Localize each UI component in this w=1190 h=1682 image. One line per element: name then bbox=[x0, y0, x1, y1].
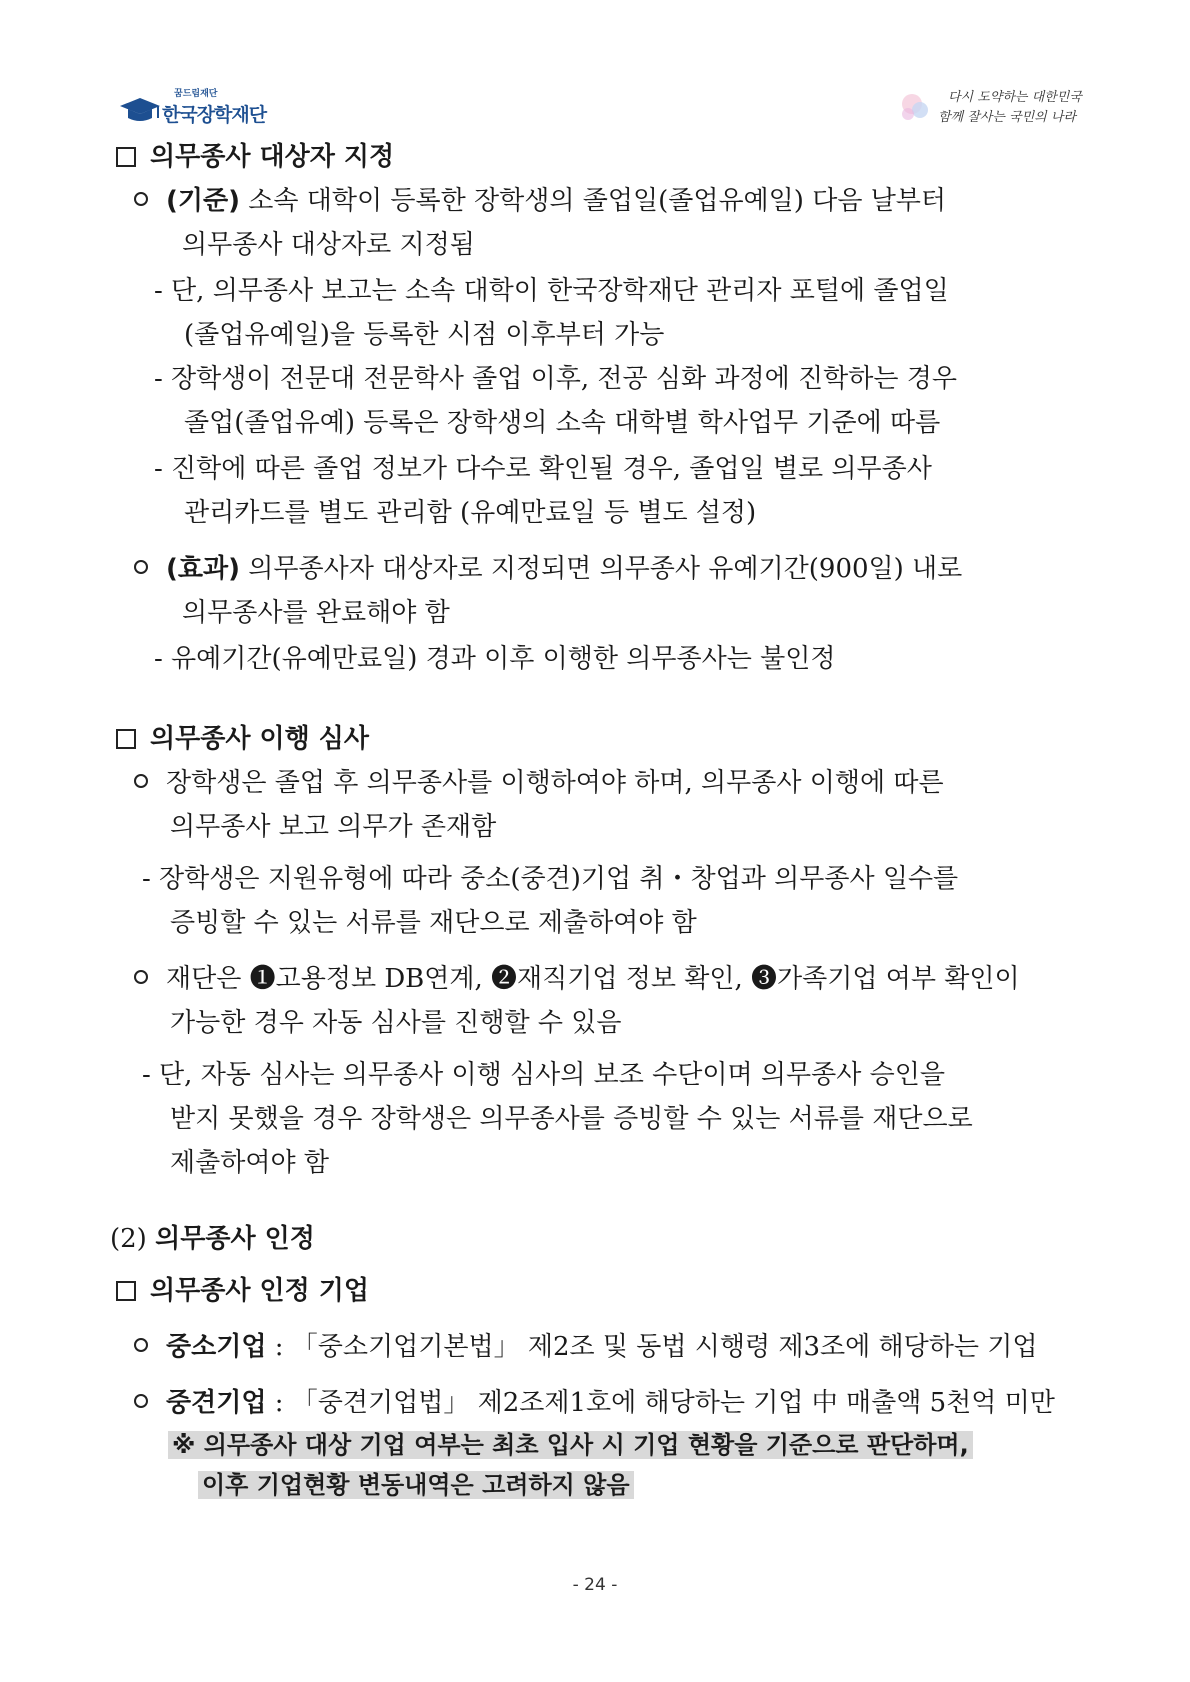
graduation-cap-icon bbox=[118, 94, 162, 124]
page-number: - 24 - bbox=[572, 1575, 618, 1595]
government-slogan bbox=[898, 84, 1088, 128]
slogan-line-2: 함께 잘사는 국민의 나라 bbox=[938, 110, 1076, 125]
bullet-item bbox=[134, 962, 1020, 996]
section-heading bbox=[116, 140, 394, 174]
dash-item-cont: 졸업(졸업유예) 등록은 장학생의 소속 대학별 학사업무 기준에 따름 bbox=[184, 408, 941, 438]
circle-bullet-icon bbox=[134, 192, 148, 206]
dash-item-cont: 증빙할 수 있는 서류를 재단으로 제출하여야 함 bbox=[170, 908, 697, 938]
bullet-text-cont: 의무종사를 완료해야 함 bbox=[182, 598, 450, 628]
foundation-logo bbox=[118, 86, 298, 130]
bullet-text-cont: 가능한 경우 자동 심사를 진행할 수 있음 bbox=[170, 1008, 622, 1038]
bullet-item bbox=[134, 552, 962, 586]
bullet-label: 중견기업 bbox=[166, 1388, 267, 1418]
bullet-label: (기준) bbox=[166, 186, 240, 216]
bullet-item bbox=[134, 766, 944, 800]
circle-bullet-icon bbox=[134, 774, 148, 788]
bullet-item bbox=[134, 184, 946, 218]
checkbox-square-icon bbox=[116, 729, 136, 749]
note-text: 이후 기업현황 변동내역은 고려하지 않음 bbox=[198, 1471, 634, 1499]
dash-item: - 장학생은 지원유형에 따라 중소(중견)기업 취・창업과 의무종사 일수를 bbox=[142, 864, 959, 894]
circle-bullet-icon bbox=[134, 970, 148, 984]
dash-item-cont: (졸업유예일)을 등록한 시점 이후부터 가능 bbox=[184, 320, 665, 350]
circle-bullet-icon bbox=[134, 1338, 148, 1352]
section-title: 의무종사 대상자 지정 bbox=[150, 142, 395, 172]
bullet-text: 재단은 ❶고용정보 DB연계, ❷재직기업 정보 확인, ❸가족기업 여부 확인이 bbox=[166, 964, 1020, 994]
dash-item: - 장학생이 전문대 전문학사 졸업 이후, 전공 심화 과정에 진학하는 경우 bbox=[154, 364, 957, 394]
bullet-text: 소속 대학이 등록한 장학생의 졸업일(졸업유예일) 다음 날부터 bbox=[248, 186, 947, 216]
note-line bbox=[198, 1468, 634, 1502]
dash-item-cont: 관리카드를 별도 관리함 (유예만료일 등 별도 설정) bbox=[184, 498, 757, 528]
section-title: 의무종사 이행 심사 bbox=[150, 724, 370, 754]
bullet-item bbox=[134, 1386, 1055, 1420]
logo-text: 한국장학재단 bbox=[162, 104, 267, 126]
section-heading bbox=[116, 722, 369, 756]
subsection-title: 의무종사 인정 bbox=[155, 1224, 315, 1254]
subsection-number: (2) bbox=[110, 1224, 147, 1254]
bullet-text: 장학생은 졸업 후 의무종사를 이행하여야 하며, 의무종사 이행에 따른 bbox=[166, 768, 944, 798]
bullet-label: (효과) bbox=[166, 554, 240, 584]
bullet-text: : 「중소기업기본법」 제2조 및 동법 시행령 제3조에 해당하는 기업 bbox=[266, 1332, 1038, 1362]
bullet-label: 중소기업 bbox=[166, 1332, 267, 1362]
note-text: ※ 의무종사 대상 기업 여부는 최초 입사 시 기업 현황을 기준으로 판단하며, bbox=[168, 1431, 973, 1459]
dash-item-cont: 제출하여야 함 bbox=[170, 1148, 329, 1178]
dash-item: - 단, 의무종사 보고는 소속 대학이 한국장학재단 관리자 포털에 졸업일 bbox=[154, 276, 949, 306]
bullet-text-cont: 의무종사 보고 의무가 존재함 bbox=[170, 812, 497, 842]
dash-item-cont: 받지 못했을 경우 장학생은 의무종사를 증빙할 수 있는 서류를 재단으로 bbox=[170, 1104, 973, 1134]
checkbox-square-icon bbox=[116, 147, 136, 167]
logo-small-text: 꿈드림재단 bbox=[174, 89, 218, 99]
bullet-text: 의무종사자 대상자로 지정되면 의무종사 유예기간(900일) 내로 bbox=[248, 554, 963, 584]
circle-bullet-icon bbox=[134, 1394, 148, 1408]
bullet-item bbox=[134, 1330, 1037, 1364]
bullet-text: : 「중견기업법」 제2조제1호에 해당하는 기업 中 매출액 5천억 미만 bbox=[266, 1388, 1055, 1418]
note-line bbox=[168, 1428, 973, 1462]
bullet-text-cont: 의무종사 대상자로 지정됨 bbox=[182, 230, 475, 260]
section-heading bbox=[116, 1274, 369, 1308]
section-title: 의무종사 인정 기업 bbox=[150, 1276, 370, 1306]
checkbox-square-icon bbox=[116, 1281, 136, 1301]
dash-item: - 진학에 따른 졸업 정보가 다수로 확인될 경우, 졸업일 별로 의무종사 bbox=[154, 454, 932, 484]
subsection-heading bbox=[110, 1222, 315, 1256]
dash-item: - 단, 자동 심사는 의무종사 이행 심사의 보조 수단이며 의무종사 승인을 bbox=[142, 1060, 945, 1090]
dash-item: - 유예기간(유예만료일) 경과 이후 이행한 의무종사는 불인정 bbox=[154, 644, 836, 674]
circle-bullet-icon bbox=[134, 560, 148, 574]
slogan-line-1: 다시 도약하는 대한민국 bbox=[948, 90, 1082, 105]
